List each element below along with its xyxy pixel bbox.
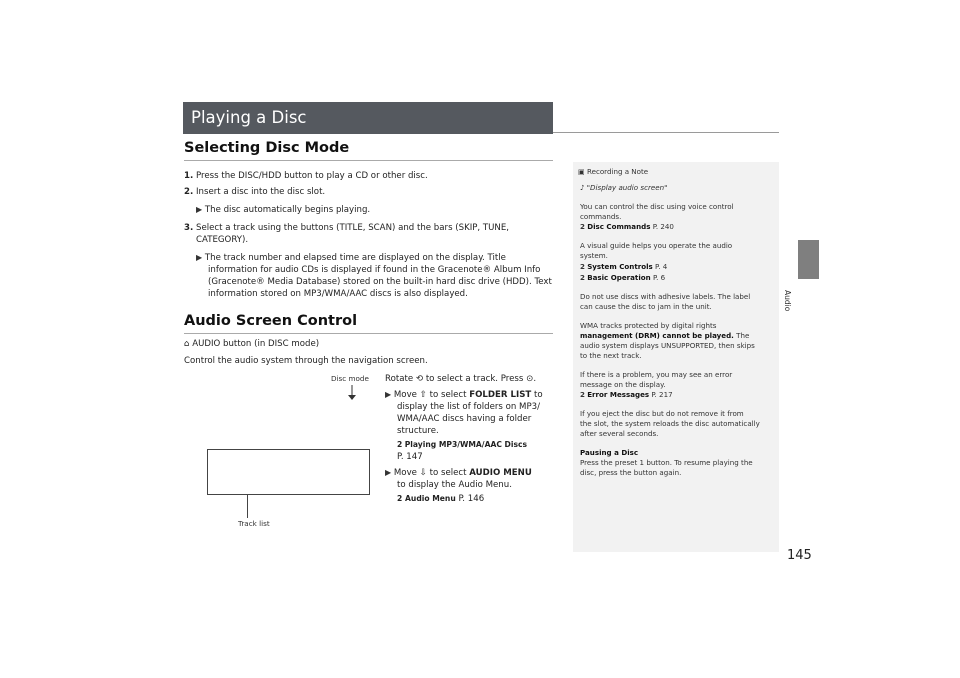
reference-arrow-icon: 2: [397, 494, 403, 503]
ref-audio-menu[interactable]: [397, 493, 484, 505]
reference-arrow-icon: 2: [580, 273, 585, 282]
note-text: disc, press the button again.: [580, 468, 682, 477]
move-text: Move: [393, 468, 417, 478]
ref-label: Playing MP3/WMA/AAC Discs: [404, 440, 527, 449]
note-text: to the next track.: [580, 351, 642, 360]
screen-illustration: [207, 449, 370, 495]
move2-line: to display the Audio Menu.: [397, 480, 512, 490]
result-text: information stored on MP3/WMA/AAC discs is also displayed.: [208, 289, 468, 299]
rotate-knob-icon: ⟲: [415, 374, 424, 384]
ref-label: Audio Menu: [405, 494, 456, 503]
note-text: If there is a problem, you may see an error: [580, 370, 733, 379]
result-arrow-icon: ▶: [196, 253, 203, 262]
result-arrow-icon: ▶: [385, 390, 392, 399]
ref-basic-operation[interactable]: [580, 273, 665, 283]
reference-arrow-icon: 2: [397, 440, 403, 449]
result-text: (Gracenote® Media Database) stored on the built-in hard disc drive (HDD). Text: [208, 277, 552, 287]
step-3-line2: CATEGORY).: [196, 235, 249, 245]
ref-page: P. 146: [458, 494, 485, 504]
move1-line: display the list of folders on MP3/: [397, 402, 541, 412]
section-rule: [184, 333, 553, 334]
ref-label: System Controls: [587, 262, 653, 271]
rotate-instruction: [385, 373, 536, 385]
move1-instruction: [385, 389, 543, 401]
section-heading-disc-mode: Selecting Disc Mode: [184, 140, 350, 156]
note-text: Do not use discs with adhesive labels. The label: [580, 292, 751, 301]
voice-command: [580, 183, 667, 193]
note-subheading: Pausing a Disc: [580, 448, 639, 457]
move-knob-icon: ⇧: [419, 390, 427, 400]
step-2-result: [196, 204, 370, 216]
ref-playing-mp3[interactable]: [397, 439, 527, 451]
step-text: Select a track using the buttons (TITLE, SCAN) and the bars (SKIP, TUNE,: [195, 223, 510, 233]
move-text: to select: [429, 468, 467, 478]
reference-arrow-icon: 2: [580, 262, 585, 271]
enter-knob-icon: ⊙: [526, 374, 534, 384]
track-list-label: Track list: [238, 519, 270, 528]
step-2: [184, 186, 325, 198]
move-text: to: [533, 390, 543, 400]
intro-text: Control the audio system through the navigation screen.: [184, 356, 428, 366]
ref-system-controls[interactable]: [580, 262, 667, 272]
note-text: You can control the disc using voice control: [580, 202, 734, 211]
ref-disc-commands[interactable]: [580, 222, 674, 232]
reference-arrow-icon: 2: [580, 222, 585, 231]
voice-command-text: "Display audio screen": [586, 183, 668, 192]
section-rule: [184, 160, 553, 161]
rotate-text: Rotate: [385, 374, 414, 384]
ref-label: Error Messages: [587, 390, 650, 399]
note-text: WMA tracks protected by digital rights: [580, 321, 717, 330]
step-3: [184, 222, 509, 234]
step-text: Press the DISC/HDD button to play a CD or other disc.: [195, 171, 428, 181]
step-3-result: [196, 252, 506, 264]
result-text: The disc automatically begins playing.: [204, 205, 371, 215]
button-line: [184, 338, 319, 350]
track-list-leader: [247, 495, 248, 518]
result-arrow-icon: ▶: [385, 468, 392, 477]
rotate-text: to select a track. Press: [425, 374, 524, 384]
title-rule: [553, 132, 779, 133]
move1-line: structure.: [397, 426, 439, 436]
step-number: 3.: [184, 223, 194, 233]
note-text: system.: [580, 251, 608, 260]
result-text: The track number and elapsed time are displayed on the display. Title: [204, 253, 506, 263]
ref-error-messages[interactable]: [580, 390, 673, 400]
move2-instruction: [385, 467, 532, 479]
note-text: the slot, the system reloads the disc automatically: [580, 419, 760, 428]
step-number: 1.: [184, 171, 194, 181]
note-icon: ▣: [578, 167, 585, 176]
note-text: message on the display.: [580, 380, 666, 389]
page-number: 145: [787, 548, 812, 563]
ref-page: P. 6: [652, 273, 666, 282]
note-text: can cause the disc to jam in the unit.: [580, 302, 712, 311]
sidebar-title: [578, 167, 648, 177]
note-text: The: [736, 331, 750, 340]
note-text: Press the preset 1 button. To resume playing the: [580, 458, 753, 467]
disc-mode-pointer-icon: [347, 385, 357, 401]
move-text: to select: [429, 390, 467, 400]
note-text: audio system displays UNSUPPORTED, then skips: [580, 341, 755, 350]
note-text: [580, 331, 749, 341]
folder-list-label: FOLDER LIST: [469, 390, 532, 400]
section-heading-audio-screen: Audio Screen Control: [184, 313, 358, 329]
note-text-bold: management (DRM) cannot be played.: [580, 331, 734, 340]
step-text: Insert a disc into the disc slot.: [195, 187, 326, 197]
ref-page: P. 147: [397, 452, 423, 462]
ref-label: Basic Operation: [587, 273, 651, 282]
section-tab-label: Audio: [783, 290, 792, 312]
note-text: If you eject the disc but do not remove it from: [580, 409, 744, 418]
move1-line: WMA/AAC discs having a folder: [397, 414, 532, 424]
rotate-text: .: [533, 374, 537, 384]
step-number: 2.: [184, 187, 194, 197]
result-text: information for audio CDs is displayed if found in the Gracenote® Album Info: [208, 265, 541, 275]
result-arrow-icon: ▶: [196, 205, 203, 214]
disc-mode-label: Disc mode: [331, 374, 369, 383]
page-title: Playing a Disc: [183, 102, 553, 134]
section-tab: [798, 240, 819, 279]
button-line-text: AUDIO button (in DISC mode): [192, 339, 320, 349]
voice-icon: ♪: [580, 183, 585, 192]
home-button-icon: ⌂: [184, 339, 190, 349]
note-text: A visual guide helps you operate the audio: [580, 241, 733, 250]
move-text: Move: [393, 390, 417, 400]
ref-page: P. 240: [652, 222, 674, 231]
audio-menu-label: AUDIO MENU: [469, 468, 532, 478]
note-text: commands.: [580, 212, 622, 221]
note-text: after several seconds.: [580, 429, 659, 438]
move-knob-icon: ⇩: [419, 468, 427, 478]
ref-label: Disc Commands: [587, 222, 651, 231]
reference-arrow-icon: 2: [580, 390, 585, 399]
ref-page: P. 4: [655, 262, 668, 271]
sidebar-title-text: Recording a Note: [586, 167, 649, 176]
step-1: [184, 170, 428, 182]
ref-page: P. 217: [651, 390, 673, 399]
